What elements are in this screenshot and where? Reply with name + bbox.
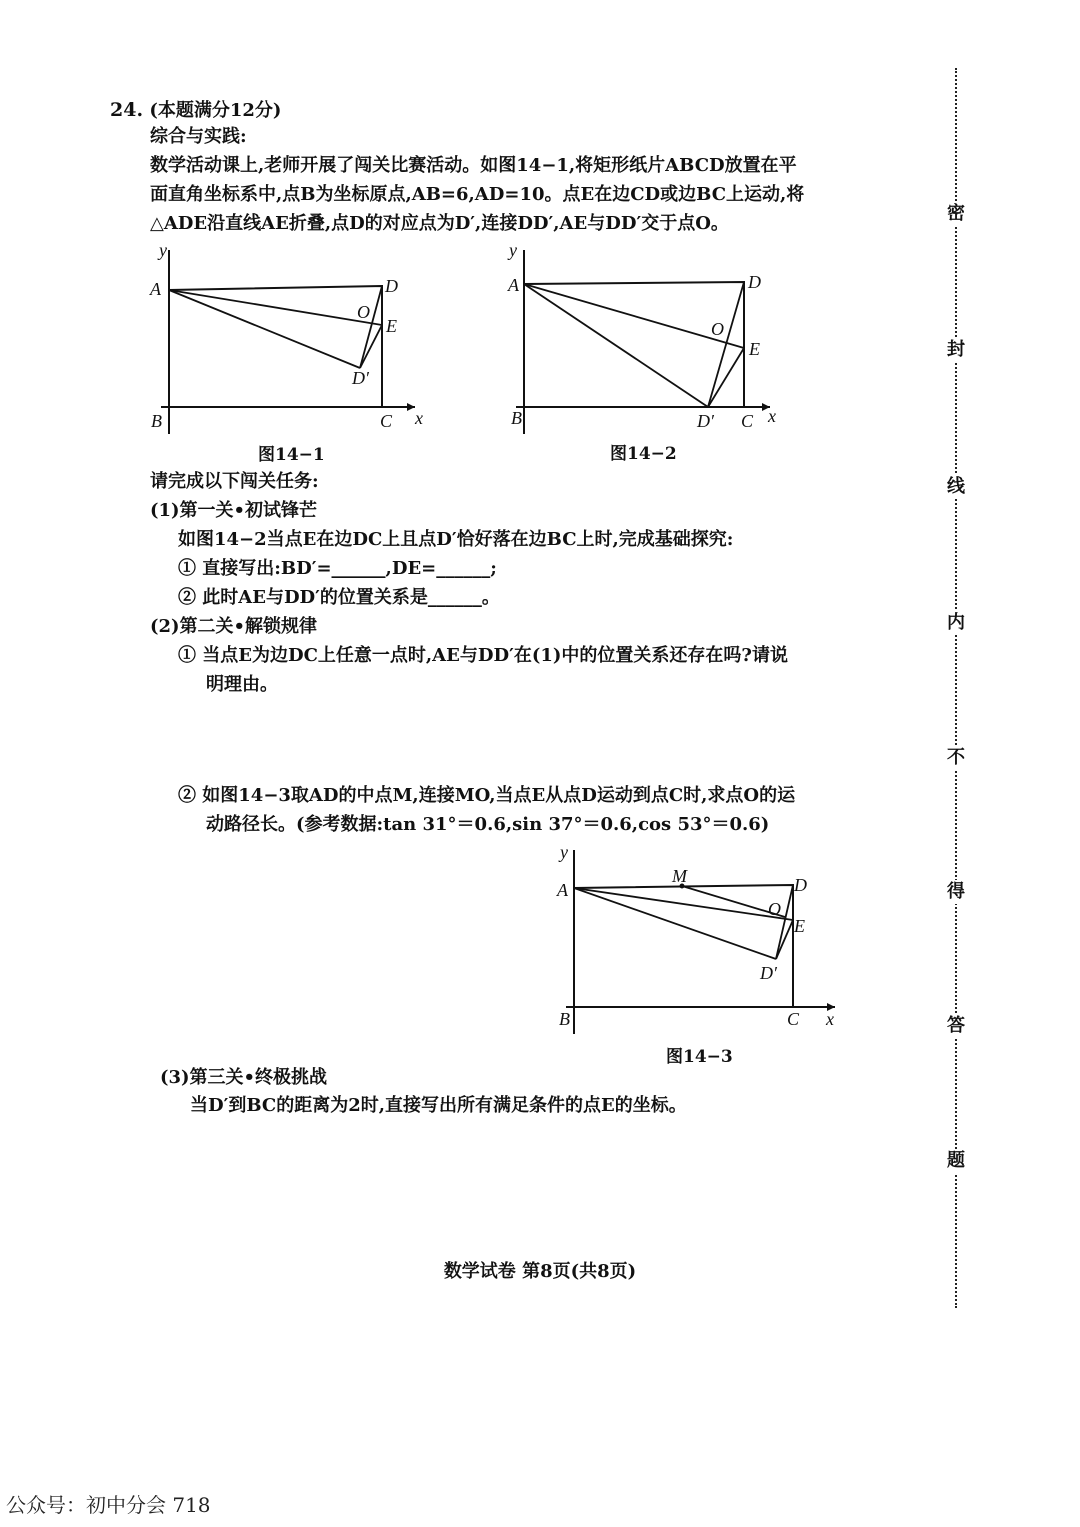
fig1-label-O: O (357, 302, 370, 322)
watermark-text: 公众号：初中分会 718 (6, 1493, 211, 1517)
fig2-label-A: A (508, 275, 519, 295)
part1-title: (1)第一关•初试锋芒 (150, 500, 318, 521)
fig3-label-O: O (768, 899, 781, 919)
question-score: (本题满分12分) (149, 100, 282, 121)
fig1-label-A: A (150, 279, 161, 299)
seal-char-1: 密 (944, 202, 968, 226)
figure-14-3 (550, 842, 850, 1046)
fig1-label-Dprime: D′ (352, 368, 369, 388)
part2-title: (2)第二关•解锁规律 (150, 616, 318, 637)
seal-char-3: 线 (944, 475, 968, 499)
fig2-label-E: E (749, 339, 760, 359)
figure-14-1 (145, 242, 445, 446)
part2-q1-line2: 明理由。 (206, 674, 278, 695)
fig2-caption: 图14−2 (610, 444, 677, 464)
tasks-heading: 请完成以下闯关任务: (150, 471, 319, 492)
question-number: 24. (110, 99, 144, 121)
fig3-label-B: B (559, 1009, 570, 1029)
part3-title: (3)第三关•终极挑战 (160, 1067, 328, 1088)
fig3-label-E: E (794, 916, 805, 936)
fig2-label-B: B (511, 408, 522, 428)
fig3-label-Dprime: D′ (760, 963, 777, 983)
fig3-label-A: A (557, 880, 568, 900)
intro-line-3: △ADE沿直线AE折叠,点D的对应点为D′,连接DD′,AE与DD′交于点O。 (150, 213, 729, 234)
section-title: 综合与实践: (150, 126, 247, 147)
fig1-label-D: D (385, 276, 398, 296)
fig3-label-M: M (672, 866, 687, 886)
fig3-label-C: C (787, 1009, 800, 1029)
intro-line-1: 数学活动课上,老师开展了闯关比赛活动。如图14−1,将矩形纸片ABCD放置在平 (150, 155, 797, 176)
fig2-label-Dprime: D′ (697, 411, 714, 431)
part3-desc: 当D′到BC的距离为2时,直接写出所有满足条件的点E的坐标。 (190, 1095, 687, 1116)
seal-line (955, 68, 957, 1308)
fig1-x-label: x (415, 408, 423, 428)
seal-char-5: 不 (944, 746, 968, 770)
fig1-caption: 图14−1 (258, 445, 325, 465)
fig2-label-D: D (748, 272, 761, 292)
seal-char-7: 答 (944, 1014, 968, 1038)
question-header (110, 98, 281, 123)
fig2-label-C: C (741, 411, 754, 431)
fig1-label-C: C (380, 411, 393, 431)
fig2-y-label: y (509, 240, 517, 260)
part2-q2-line1: ② 如图14−3取AD的中点M,连接MO,当点E从点D运动到点C时,求点O的运 (178, 785, 796, 806)
part1-q1: ① 直接写出:BD′=______,DE=______; (178, 558, 497, 579)
part2-q1-line1: ① 当点E为边DC上任意一点时,AE与DD′在(1)中的位置关系还存在吗?请说 (178, 645, 788, 666)
fig3-label-D: D (794, 875, 807, 895)
page-footer: 数学试卷 第8页(共8页) (443, 1261, 637, 1282)
fig1-y-label: y (159, 240, 167, 260)
seal-char-2: 封 (944, 338, 968, 362)
seal-char-4: 内 (944, 611, 968, 635)
seal-char-8: 题 (944, 1149, 968, 1173)
fig3-x-label: x (826, 1009, 834, 1029)
part1-desc: 如图14−2当点E在边DC上且点D′恰好落在边BC上时,完成基础探究: (178, 529, 734, 550)
figure-14-2 (500, 242, 800, 446)
fig3-y-label: y (560, 842, 568, 862)
intro-line-2: 面直角坐标系中,点B为坐标原点,AB=6,AD=10。点E在边CD或边BC上运动,将 (150, 184, 805, 205)
fig1-label-E: E (386, 316, 397, 336)
fig2-x-label: x (768, 406, 776, 426)
fig1-label-B: B (151, 411, 162, 431)
part2-q2-line2: 动路径长。(参考数据:tan 31°＝0.6,sin 37°＝0.6,cos 53°＝0.6) (206, 814, 770, 835)
seal-char-6: 得 (944, 880, 968, 904)
fig2-label-O: O (711, 319, 724, 339)
part1-q2: ② 此时AE与DD′的位置关系是______。 (178, 587, 500, 608)
fig3-caption: 图14−3 (666, 1047, 733, 1067)
